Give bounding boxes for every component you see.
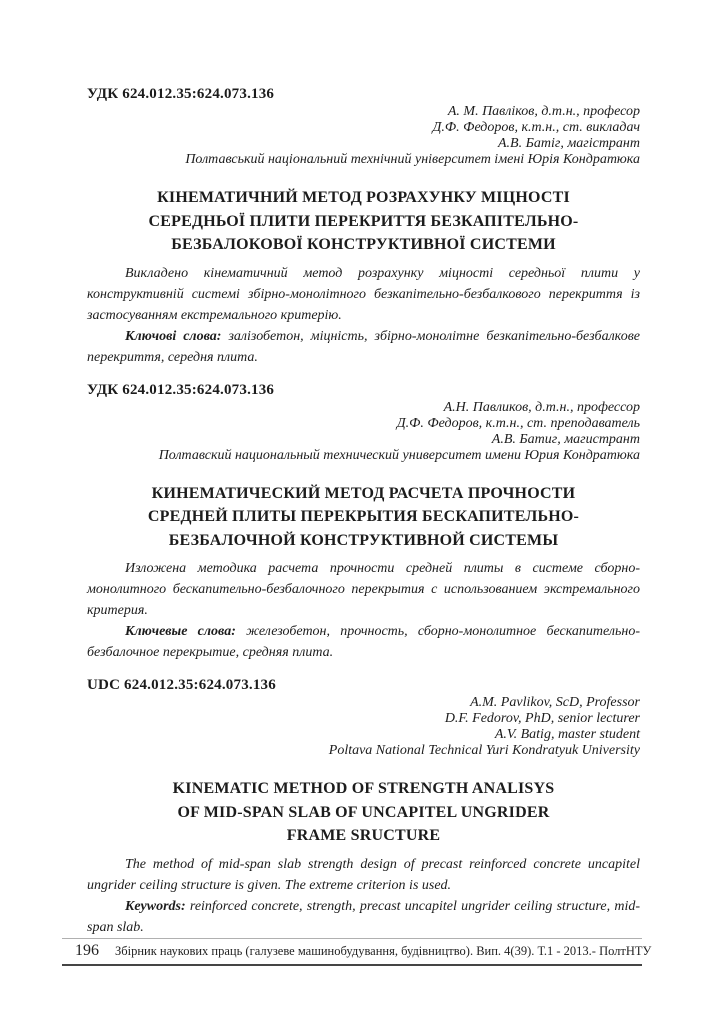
keywords-en xyxy=(87,896,640,938)
title-line: OF MID-SPAN SLAB OF UNCAPITEL UNGRIDER xyxy=(177,803,550,821)
keywords-label: Ключові слова: xyxy=(125,328,222,344)
page-footer xyxy=(62,938,652,966)
keywords-label: Keywords: xyxy=(125,898,186,914)
author-line: Д.Ф. Федоров, к.т.н., ст. викладач xyxy=(432,120,640,135)
affiliation: Полтавский национальный технический университет имени Юрия Кондратюка xyxy=(158,447,640,463)
article-title-uk xyxy=(87,186,640,257)
title-line: FRAME SRUCTURE xyxy=(286,827,441,844)
udc-code-ru: УДК 624.012.35:624.073.136 xyxy=(87,381,275,398)
author-line: A.V. Batig, master student xyxy=(494,727,640,742)
udc-code-uk: УДК 624.012.35:624.073.136 xyxy=(87,86,275,102)
article-title-ru xyxy=(87,482,640,553)
title-line: СЕРЕДНЬОЇ ПЛИТИ ПЕРЕКРИТТЯ БЕЗКАПІТЕЛЬНО- xyxy=(148,212,579,230)
abstract-uk: Викладено кінематичний метод розрахунку міцності середньої плити у конструктивній системі збірно-монолітного безкапітельно-безбалкового перекриття із застосуванням екстремального критерію. xyxy=(87,265,640,323)
keywords-label: Ключевые слова: xyxy=(125,624,236,639)
udc-code-en: UDC 624.012.35:624.073.136 xyxy=(87,677,276,693)
title-line: KINEMATIC METHOD OF STRENGTH ANALISYS xyxy=(172,780,555,797)
article-title-en xyxy=(87,777,640,848)
authors-block-ru xyxy=(87,400,640,464)
keywords-text: залізобетон, міцність, збірно-монолітне безкапітельно-безбалкове перекриття, середня плита. xyxy=(87,328,640,365)
footer-journal-info: Збірник наукових праць (галузеве машинобудування, будівництво). Вип. 4(39). Т.1 - 2013.- ПолтНТУ xyxy=(115,944,652,958)
author-line: А.Н. Павликов, д.т.н., профессор xyxy=(443,399,640,415)
authors-block-en xyxy=(87,695,640,759)
title-line: БЕЗБАЛОЧНОЙ КОНСТРУКТИВНОЙ СИСТЕМЫ xyxy=(168,531,559,549)
author-line: А.В. Батіг, магістрант xyxy=(498,136,640,151)
keywords-text: железобетон, прочность, сборно-монолитное бескапительно-безбалочное перекрытие, средняя плита. xyxy=(87,624,640,660)
keywords-uk xyxy=(87,326,640,368)
title-line: КИНЕМАТИЧЕСКИЙ МЕТОД РАСЧЕТА ПРОЧНОСТИ xyxy=(151,484,576,502)
abstract-en: The method of mid-span slab strength design of precast reinforced concrete uncapitel ungrider ceiling structure is given. The extreme criterion is used. xyxy=(87,856,640,893)
author-line: A.M. Pavlikov, ScD, Professor xyxy=(470,695,640,710)
page-number: 196 xyxy=(75,942,99,959)
keywords-text: reinforced concrete, strength, precast uncapitel ungrider ceiling structure, mid-span slab. xyxy=(87,898,640,935)
affiliation: Poltava National Technical Yuri Kondratyuk University xyxy=(328,743,640,758)
authors-block-uk xyxy=(87,104,640,168)
author-line: А. М. Павліков, д.т.н., професор xyxy=(447,104,640,119)
section-russian xyxy=(87,382,640,664)
author-line: Д.Ф. Федоров, к.т.н., ст. преподаватель xyxy=(396,415,640,431)
section-ukrainian xyxy=(87,86,640,368)
author-line: А.В. Батиг, магистрант xyxy=(491,431,640,447)
title-line: СРЕДНЕЙ ПЛИТЫ ПЕРЕКРЫТИЯ БЕСКАПИТЕЛЬНО- xyxy=(147,508,580,525)
abstract-ru: Изложена методика расчета прочности средней плиты в системе сборно-монолитного бескапительно-безбалочного перекрытия с использованием экстремального критерия. xyxy=(87,561,640,618)
section-english xyxy=(87,677,640,938)
keywords-ru xyxy=(87,621,640,663)
affiliation: Полтавський національний технічний університет імені Юрія Кондратюка xyxy=(185,152,640,167)
title-line: КІНЕМАТИЧНИЙ МЕТОД РОЗРАХУНКУ МІЦНОСТІ xyxy=(157,189,570,206)
title-line: БЕЗБАЛОКОВОЇ КОНСТРУКТИВНОЇ СИСТЕМИ xyxy=(171,236,556,253)
author-line: D.F. Fedorov, PhD, senior lecturer xyxy=(444,711,640,726)
